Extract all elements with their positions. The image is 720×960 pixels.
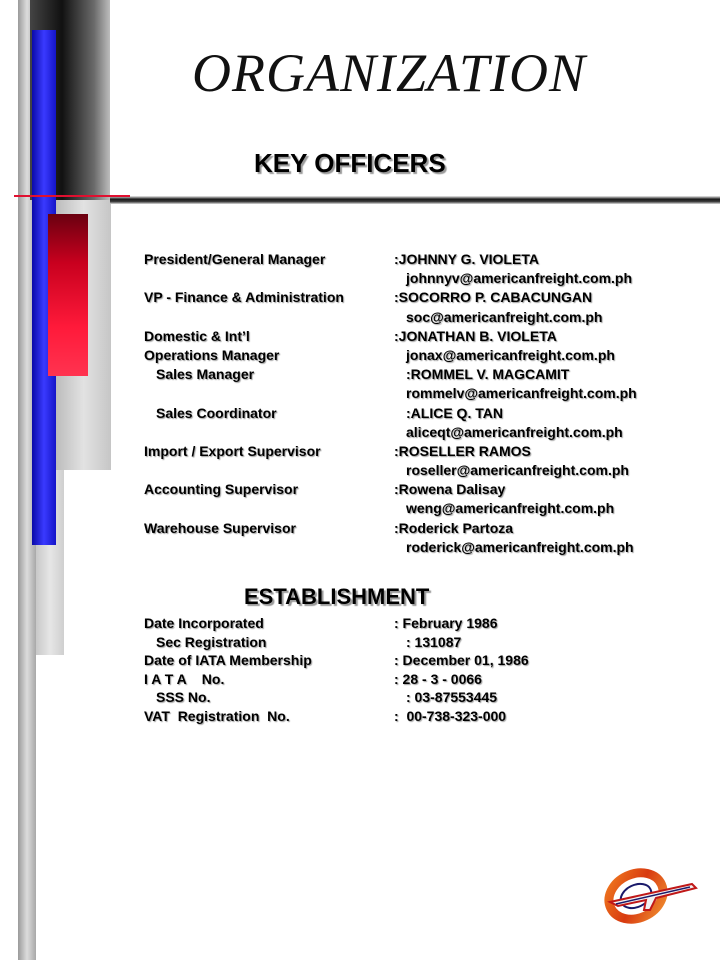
key-officers-heading: KEY OFFICERS: [254, 148, 446, 178]
officer-title: President/General Manager: [144, 251, 326, 267]
establishment-value: : 28 - 3 - 0066: [394, 670, 482, 687]
officer-row: [144, 250, 704, 269]
company-logo-icon: [596, 866, 700, 926]
officer-title: Sales Manager: [156, 366, 255, 383]
officer-value: :ALICE Q. TAN: [406, 404, 503, 421]
officer-title: [144, 461, 394, 480]
establishment-value: : 03-87553445: [406, 689, 498, 705]
establishment-list: [144, 614, 704, 725]
officer-title: [144, 269, 394, 288]
establishment-label: SSS No.: [156, 689, 211, 705]
establishment-value: : December 01, 1986: [394, 652, 529, 668]
officer-title: Sales Coordinator: [156, 404, 277, 421]
decor-bar-red: [48, 214, 88, 376]
officer-email: roderick@americanfreight.com.ph: [406, 538, 634, 555]
officer-row: [144, 327, 704, 346]
officer-value: :SOCORRO P. CABACUNGAN: [394, 289, 593, 306]
officer-title: [144, 308, 394, 327]
officer-title: Operations Manager: [144, 346, 280, 363]
establishment-label: Date Incorporated: [144, 615, 264, 631]
establishment-label: Date of IATA Membership: [144, 652, 312, 668]
officer-row: [144, 442, 704, 461]
establishment-label: Sec Registration: [156, 633, 267, 650]
page-title: ORGANIZATION: [192, 43, 587, 103]
officer-value: :Roderick Partoza: [394, 519, 514, 536]
officer-title: Domestic & Int’l: [144, 327, 250, 344]
officer-title: Import / Export Supervisor: [144, 442, 321, 459]
officer-row: [144, 423, 704, 442]
officer-email: roseller@americanfreight.com.ph: [406, 462, 629, 479]
officer-title: Warehouse Supervisor: [144, 519, 296, 536]
officer-row: [144, 519, 704, 538]
officer-row: [144, 365, 704, 384]
officer-email: jonax@americanfreight.com.ph: [406, 346, 615, 363]
establishment-row: [144, 688, 704, 707]
officer-value: :ROSELLER RAMOS: [394, 442, 531, 459]
officer-row: [144, 384, 704, 403]
officer-title: Accounting Supervisor: [144, 481, 299, 498]
establishment-label: VAT Registration No.: [144, 707, 290, 724]
officer-email: weng@americanfreight.com.ph: [406, 500, 615, 517]
establishment-value: : 131087: [406, 633, 462, 650]
officer-row: [144, 480, 704, 499]
establishment-row: [144, 670, 704, 689]
officer-row: [144, 404, 704, 423]
key-officers-list: [144, 250, 704, 557]
officer-row: [144, 288, 704, 307]
establishment-row: [144, 614, 704, 633]
officer-value: :ROMMEL V. MAGCAMIT: [406, 366, 570, 383]
officer-title: [144, 538, 394, 557]
officer-title: [144, 423, 394, 442]
officer-row: [144, 499, 704, 518]
officer-email: rommelv@americanfreight.com.ph: [406, 385, 637, 402]
decor-divider-red: [14, 195, 130, 197]
officer-email: soc@americanfreight.com.ph: [406, 308, 603, 325]
officer-value: :Rowena Dalisay: [394, 481, 506, 498]
officer-value: :JONATHAN B. VIOLETA: [394, 327, 557, 344]
officer-row: [144, 538, 704, 557]
establishment-heading: ESTABLISHMENT: [244, 584, 430, 609]
officer-row: [144, 461, 704, 480]
officer-title: VP - Finance & Administration: [144, 289, 344, 306]
decor-divider-line: [110, 196, 720, 204]
officer-title: [144, 499, 394, 518]
establishment-value: : 00-738-323-000: [394, 707, 507, 724]
officer-title: [144, 384, 394, 403]
officer-email: johnnyv@americanfreight.com.ph: [406, 270, 633, 287]
officer-row: [144, 346, 704, 365]
officer-row: [144, 269, 704, 288]
establishment-label: I A T A No.: [144, 670, 225, 687]
officer-row: [144, 308, 704, 327]
establishment-row: [144, 651, 704, 670]
officer-email: aliceqt@americanfreight.com.ph: [406, 423, 623, 440]
establishment-row: [144, 707, 704, 726]
establishment-row: [144, 633, 704, 652]
officer-value: :JOHNNY G. VIOLETA: [394, 251, 539, 267]
establishment-value: : February 1986: [394, 615, 498, 631]
